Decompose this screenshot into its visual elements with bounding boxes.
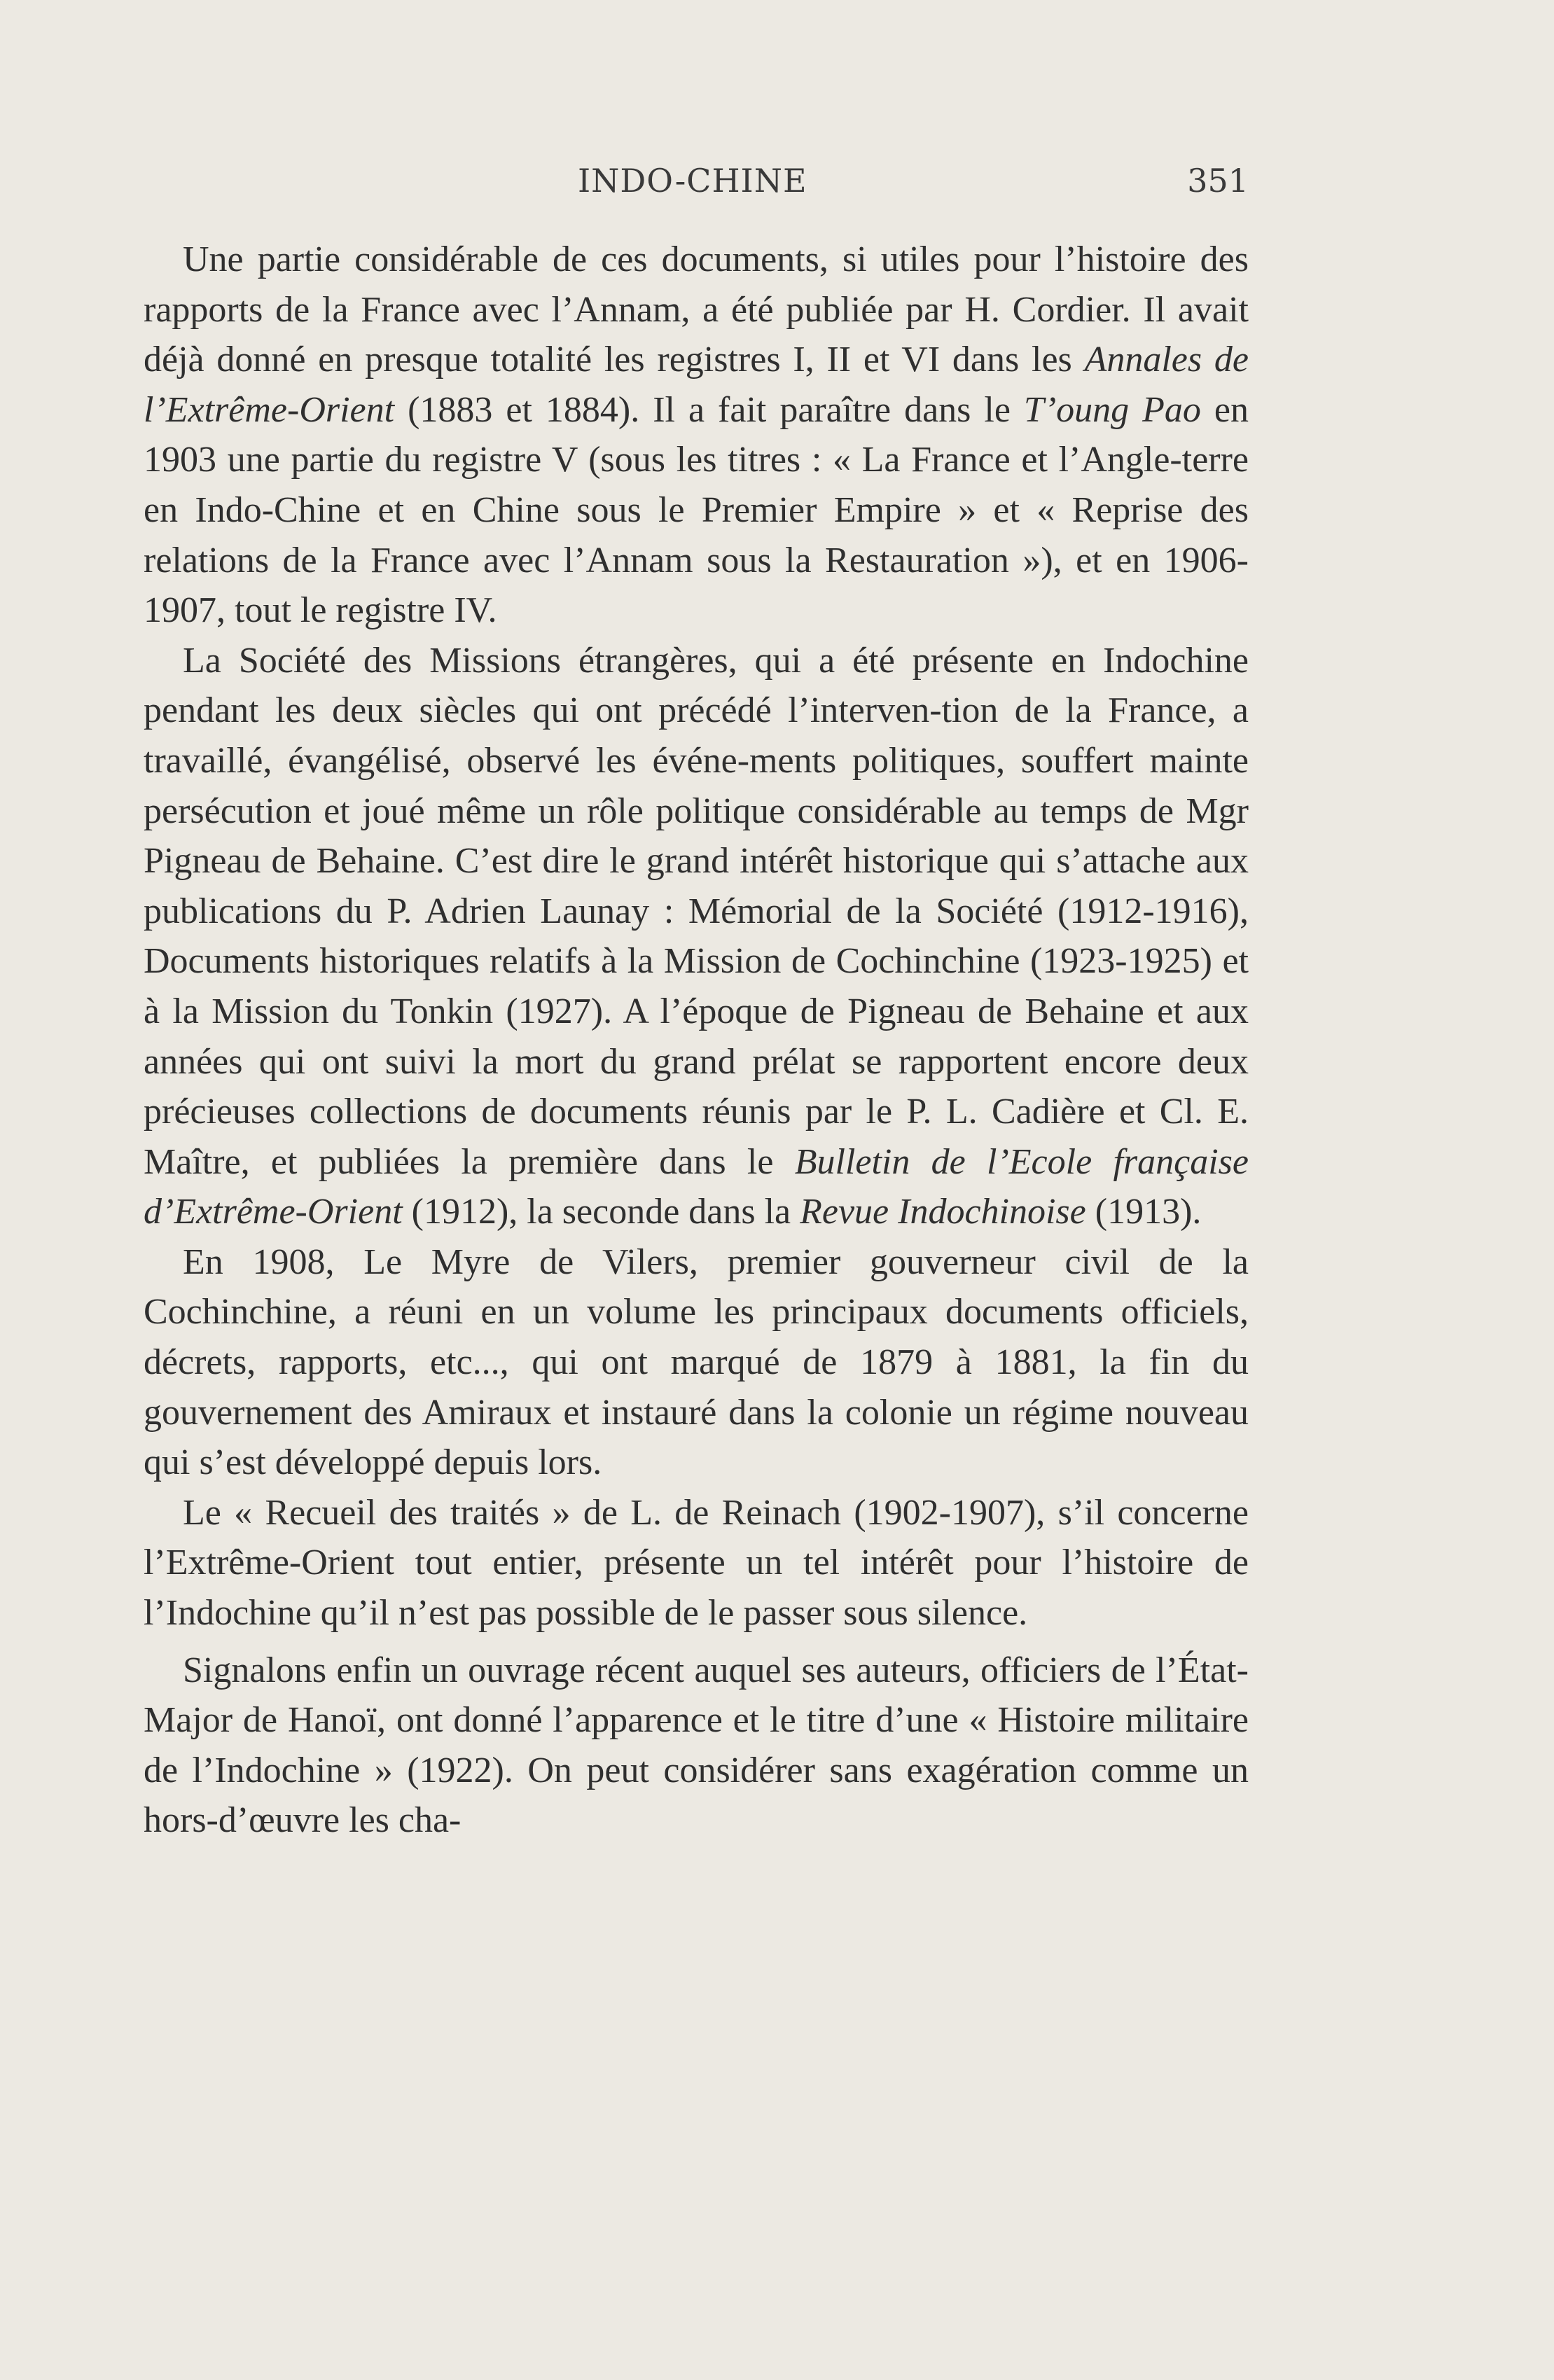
journal-title-revue: Revue Indochinoise	[800, 1192, 1086, 1232]
journal-title-bulletin: Bulletin de l’Ecole française d’Extrême-Orient	[144, 1141, 1249, 1232]
paragraph-4: Le « Recueil des traités » de L. de Reinach (1902-1907), s’il concerne l’Extrême-Orient tout entier, présente un tel intérêt pour l’histoire de l’Indochine qu’il n’est pas possible de le passer sous silence.	[144, 1492, 1249, 1634]
paragraph-1: Une partie considérable de ces documents, si utiles pour l’histoire des rapports de la France avec l’Annam, a été publiée par H. Cordier. Il avait déjà donné en presque totalité les registres I, II et VI dans les Annales de l’Extrême-Orient (1883 et 1884). Il a fait paraître dans le T’oung Pao en 1903 une partie du registre V (sous les titres : « La France et l’Angle-terre en Indo-Chine et en Chine sous le Premier Empire » et « Reprise des relations de la France avec l’Annam sous la Restauration »), et en 1906-1907, tout le registre IV.	[144, 239, 1249, 631]
paragraph-2: La Société des Missions étrangères, qui a été présente en Indochine pendant les deux siècles qui ont précédé l’interven-tion de la France, a travaillé, évangélisé, observé les événe-ments politiques, souffert mainte persécution et joué même un rôle politique considérable au temps de Mgr Pigneau de Behaine. C’est dire le grand intérêt historique qui s’attache aux publications du P. Adrien Launay : Mémorial de la Société (1912-1916), Documents historiques relatifs à la Mission de Cochinchine (1923-1925) et à la Mission du Tonkin (1927). A l’époque de Pigneau de Behaine et aux années qui ont suivi la mort du grand prélat se rapportent encore deux précieuses collections de documents réunis par le P. L. Cadière et Cl. E. Maître, et publiées la première dans le Bulletin de l’Ecole française d’Extrême-Orient (1912), la seconde dans la Revue Indochinoise (1913).	[144, 640, 1249, 1232]
running-header	[144, 162, 1249, 211]
body-text	[144, 235, 1249, 1846]
page-number: 351	[1187, 162, 1249, 200]
paragraph-3: En 1908, Le Myre de Vilers, premier gouverneur civil de la Cochinchine, a réuni en un volume les principaux documents officiels, décrets, rapports, etc..., qui ont marqué de 1879 à 1881, la fin du gouvernement des Amiraux et instauré dans la colonie un régime nouveau qui s’est développé depuis lors.	[144, 1241, 1249, 1483]
journal-title-toung-pao: T’oung Pao	[1023, 389, 1201, 430]
journal-title-annales: Annales de l’Extrême-Orient	[144, 340, 1249, 430]
running-title: INDO-CHINE	[578, 162, 807, 200]
paragraph-5: Signalons enfin un ouvrage récent auquel ses auteurs, officiers de l’État-Major de Hanoï, ont donné l’apparence et le titre d’une « Histoire militaire de l’Indochine » (1922). On peut considérer sans exagération comme un hors-d’œuvre les cha-	[144, 1650, 1249, 1841]
